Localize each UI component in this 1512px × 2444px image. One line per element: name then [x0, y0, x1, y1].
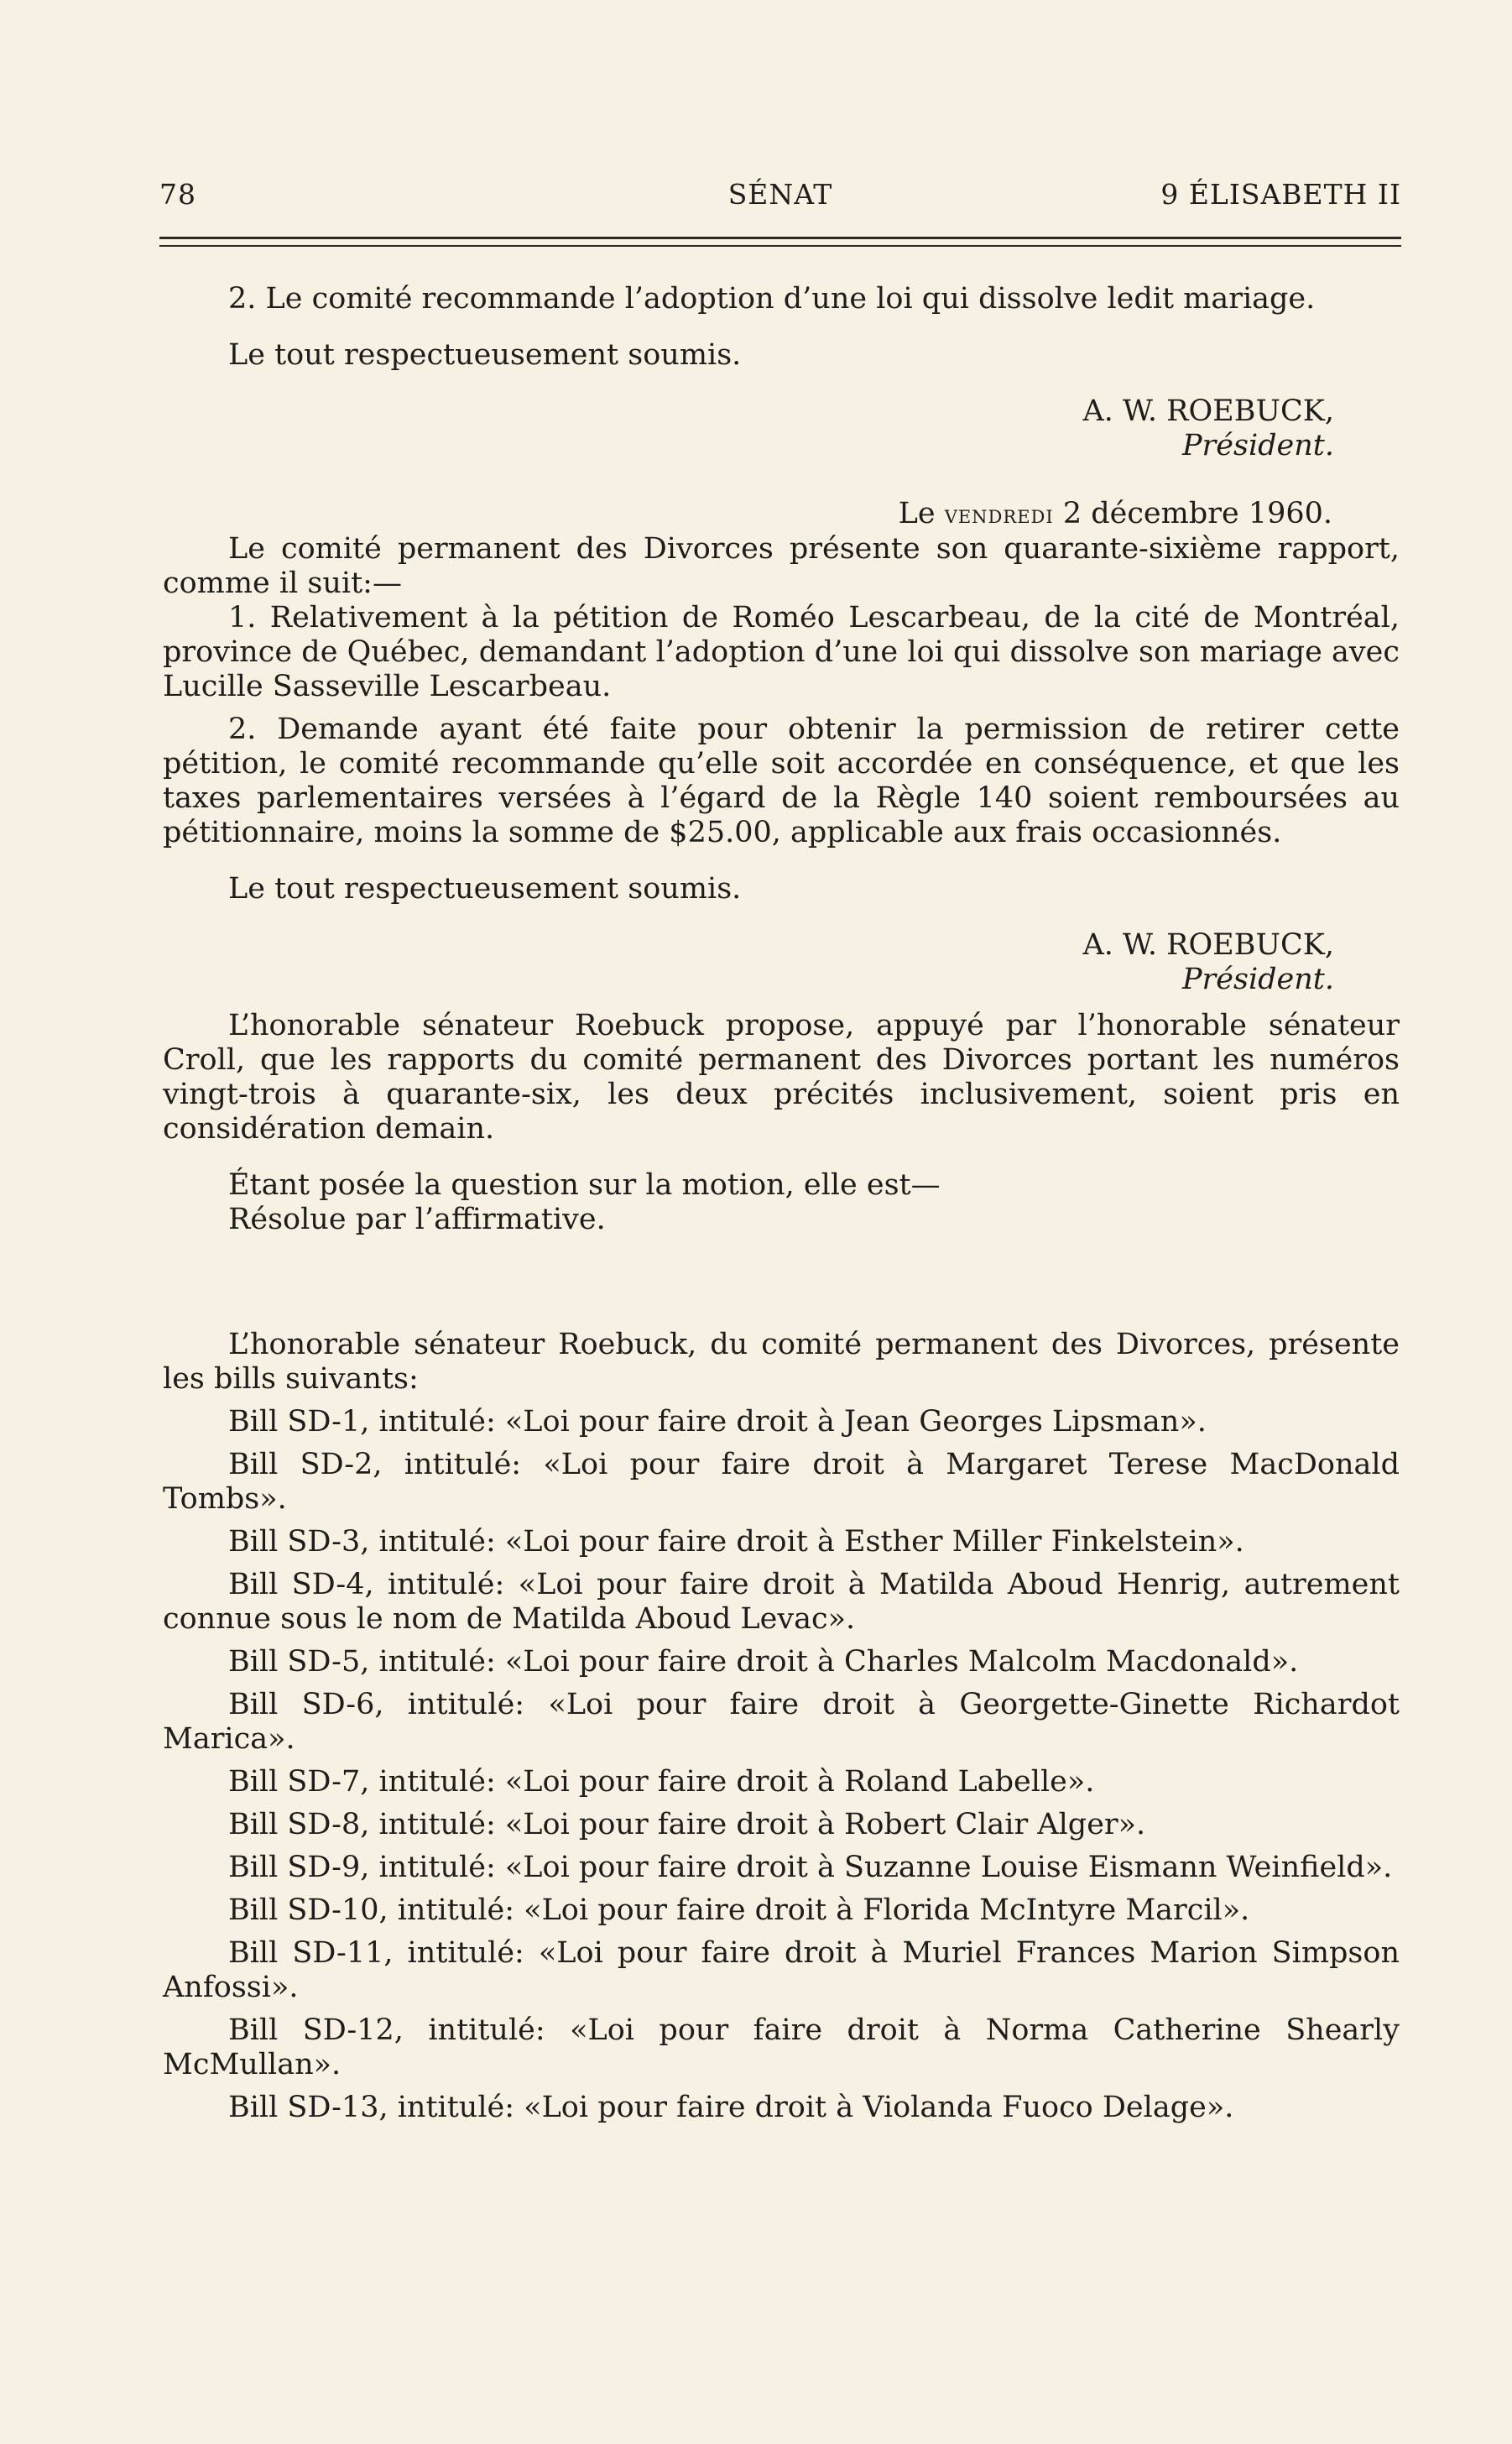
signature-title: Président.: [1182, 429, 1334, 462]
bill-item: Bill SD-1, intitulé: «Loi pour faire droit à Jean Georges Lipsman».: [228, 1405, 1207, 1439]
bill-item: Bill SD-13, intitulé: «Loi pour faire droit à Violanda Fuoco Delage».: [228, 2091, 1234, 2124]
page-title: SÉNAT: [727, 178, 833, 211]
paragraph: L’honorable sénateur Roebuck propose, appuyé par l’honorable sénateur Croll, que les rapports du comité permanent des Divorces portant les numéros vingt-trois à quarante-six, les deux précités inclusivement, soient pris en considération demain.: [163, 1009, 1400, 1146]
page-header: [159, 178, 1401, 220]
paragraph: Le tout respectueusement soumis.: [228, 338, 742, 372]
bill-item: Bill SD-8, intitulé: «Loi pour faire droit à Robert Clair Alger».: [228, 1808, 1146, 1841]
paragraph: Le tout respectueusement soumis.: [228, 872, 742, 906]
bill-item: Bill SD-11, intitulé: «Loi pour faire droit à Muriel Frances Marion Simpson Anfossi».: [163, 1936, 1400, 2004]
bill-item: Bill SD-10, intitulé: «Loi pour faire droit à Florida McIntyre Marcil».: [228, 1893, 1250, 1927]
paragraph: 2. Demande ayant été faite pour obtenir la permission de retirer cette pétition, le comité recommande qu’elle soit accordée en conséquence, et que les taxes parlementaires versées à l’égard de la Règle 140 soient remboursées au pétitionnaire, moins la somme de $25.00, applicable aux frais occasionnés.: [163, 713, 1400, 849]
signature-name: A. W. ROEBUCK,: [1082, 394, 1334, 428]
date-day: vendredi: [944, 500, 1054, 530]
signature-name: A. W. ROEBUCK,: [1082, 928, 1334, 962]
sitting-date: [163, 497, 1400, 532]
date-rest: 2 décembre 1960.: [1062, 497, 1332, 530]
header-rule-thick: [159, 237, 1401, 239]
bill-item: Bill SD-4, intitulé: «Loi pour faire droit à Matilda Aboud Henrig, autrement connue sous le nom de Matilda Aboud Levac».: [163, 1568, 1400, 1636]
bill-item: Bill SD-3, intitulé: «Loi pour faire droit à Esther Miller Finkelstein».: [228, 1525, 1244, 1559]
bill-item: Bill SD-7, intitulé: «Loi pour faire droit à Roland Labelle».: [228, 1765, 1095, 1799]
date-prefix: Le: [898, 497, 936, 530]
bill-item: Bill SD-2, intitulé: «Loi pour faire droit à Margaret Terese MacDonald Tombs».: [163, 1448, 1400, 1516]
paragraph: Étant posée la question sur la motion, elle est—: [228, 1168, 941, 1202]
bill-item: Bill SD-5, intitulé: «Loi pour faire droit à Charles Malcolm Macdonald».: [228, 1645, 1299, 1679]
paragraph: 1. Relativement à la pétition de Roméo Lescarbeau, de la cité de Montréal, province de Québec, demandant l’adoption d’une loi qui dissolve son mariage avec Lucille Sasseville Lescarbeau.: [163, 601, 1400, 703]
paragraph: Le comité permanent des Divorces présente son quarante-sixième rapport, comme il suit:—: [163, 532, 1400, 600]
header-rule-thin: [159, 245, 1401, 247]
bill-item: Bill SD-9, intitulé: «Loi pour faire droit à Suzanne Louise Eismann Weinfield».: [228, 1851, 1393, 1884]
signature-title: Président.: [1182, 963, 1334, 996]
page-body: [163, 282, 1400, 2125]
paragraph: 2. Le comité recommande l’adoption d’une loi qui dissolve ledit mariage.: [228, 282, 1316, 316]
page-number: 78: [159, 178, 196, 211]
paragraph: L’honorable sénateur Roebuck, du comité permanent des Divorces, présente les bills suivants:: [163, 1328, 1400, 1396]
reign-label: 9 ÉLISABETH II: [1160, 178, 1401, 211]
paragraph: Résolue par l’affirmative.: [228, 1203, 606, 1236]
bill-item: Bill SD-6, intitulé: «Loi pour faire droit à Georgette-Ginette Richardot Marica».: [163, 1688, 1400, 1756]
bill-item: Bill SD-12, intitulé: «Loi pour faire droit à Norma Catherine Shearly McMullan».: [163, 2013, 1400, 2081]
